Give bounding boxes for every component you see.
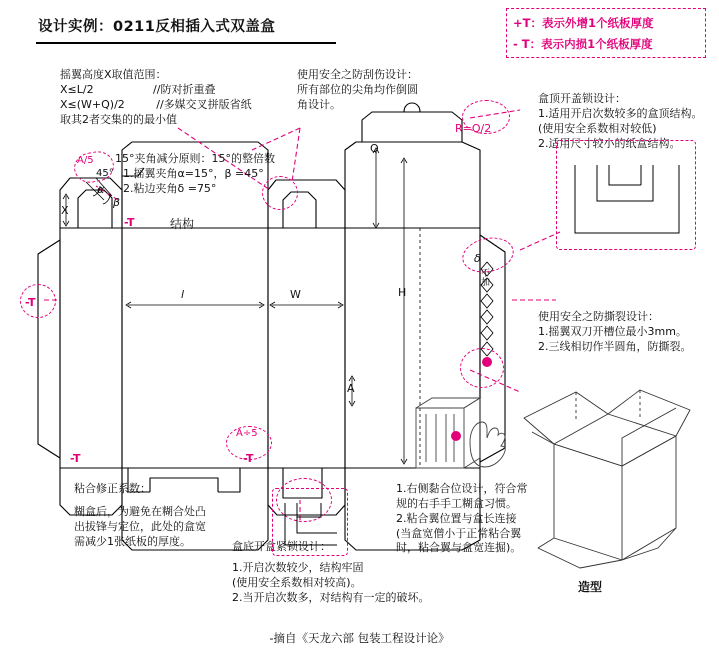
dim-label-h: H bbox=[398, 286, 407, 299]
legend-line-plus-t: +T：表示外增1个纸板厚度 bbox=[513, 16, 654, 30]
note-safe-cut bbox=[297, 68, 418, 113]
note-angle-rule bbox=[115, 152, 275, 197]
note-angle-rule-l2: 1.摇翼夹角α=15°，β =45° bbox=[123, 166, 264, 180]
highlight-perforation bbox=[460, 348, 504, 388]
note-safe-cut-l2: 所有部位的尖角均作倒圆 bbox=[297, 82, 418, 96]
note-top-lock-l4: 2.适用尺寸较小的纸盒结构。 bbox=[538, 136, 681, 150]
label-minus-t-mid: -T bbox=[243, 452, 254, 465]
label-45-deg: 45° bbox=[96, 168, 114, 179]
note-safe-cut-l1: 使用安全之防刮伤设计： bbox=[297, 68, 418, 81]
highlight-top-notch bbox=[262, 176, 298, 210]
note-top-lock-l1: 盒顶开盖锁设计： bbox=[538, 92, 626, 105]
detail-bottom-lock-panel bbox=[272, 488, 348, 556]
note-bottom-lock-l1: 1.开启次数较少，结构牢固 bbox=[232, 560, 364, 574]
note-angle-rule-l1: 15°夹角减分原则：15°的整倍数 bbox=[115, 152, 275, 165]
highlight-a-over-5 bbox=[226, 426, 272, 460]
note-height-range bbox=[60, 68, 252, 127]
note-top-lock-l3: (使用安全系数相对较低) bbox=[538, 121, 657, 135]
note-angle-rule-l3: 2.粘边夹角δ =75° bbox=[123, 181, 217, 195]
title-underline bbox=[36, 42, 336, 44]
label-a-over-5-top: A/5 bbox=[77, 155, 94, 166]
dim-label-q: Q bbox=[370, 142, 379, 155]
highlight-minus-t-left bbox=[20, 284, 56, 318]
note-glue-correction-l3: 需减少1张纸板的厚度。 bbox=[74, 534, 191, 548]
note-right-glue-l3: 2.粘合翼位置与盒长连接 bbox=[396, 511, 517, 525]
dim-label-x: X bbox=[61, 204, 69, 217]
note-anti-tear-l1: 使用安全之防撕裂设计： bbox=[538, 310, 659, 323]
legend-box bbox=[506, 8, 706, 58]
box-3d-model bbox=[518, 388, 698, 574]
note-bottom-lock-heading: 盒底开盒紧锁设计： bbox=[232, 540, 331, 553]
label-beta: β bbox=[113, 196, 121, 209]
label-model: 造型 bbox=[578, 580, 603, 594]
dim-label-a: A bbox=[347, 382, 355, 395]
note-bottom-lock-l3: 2.当开启次数多，对结构有一定的破坏。 bbox=[232, 590, 430, 604]
label-minus-t-left: -T bbox=[124, 216, 135, 229]
note-right-glue-l1: 1.右侧黏合位设计，符合常 bbox=[396, 482, 528, 495]
note-right-glue bbox=[396, 482, 528, 556]
note-anti-tear-l2: 1.摇翼双刀开槽位最小3mm。 bbox=[538, 324, 687, 338]
highlight-top-lid-lock bbox=[462, 100, 510, 134]
label-alpha: α bbox=[97, 183, 105, 196]
dim-label-w: W bbox=[290, 288, 301, 301]
note-right-glue-l4: (当盒宽僧小于正常粘合翼 bbox=[396, 526, 522, 540]
label-radius: R=Q/2 bbox=[455, 122, 492, 135]
note-right-glue-l5: 时，粘合翼与盒宽连掘)。 bbox=[396, 541, 522, 555]
label-minus-t-low: -T bbox=[70, 452, 81, 465]
note-height-range-l2: X≤(W+Q)/2 //多媒交叉拼版省纸 bbox=[60, 97, 252, 111]
label-structure: 结构 bbox=[170, 217, 195, 231]
note-safe-cut-l3: 角设计。 bbox=[297, 97, 341, 111]
detail-bottom-lock-drawing bbox=[273, 489, 349, 557]
note-height-range-l3: 取其2者交集的的最小值 bbox=[60, 112, 177, 126]
page-title: 设计实例：0211反相插入式双盖盒 bbox=[38, 19, 276, 35]
glue-hand-illustration bbox=[408, 390, 518, 482]
note-height-range-heading: 摇翼高度X取值范围： bbox=[60, 68, 167, 81]
note-glue-correction-heading: 粘合修正系数： bbox=[74, 482, 151, 495]
label-minus-t-far: -T bbox=[25, 296, 36, 309]
note-right-glue-l2: 规的右手手工糊盒习惯。 bbox=[396, 496, 517, 510]
note-bottom-lock-l2: (使用安全系数相对较高)。 bbox=[232, 575, 362, 589]
note-anti-tear bbox=[538, 310, 692, 355]
footer-citation: -摘自《天龙六部 包装工程设计论》 bbox=[269, 631, 450, 645]
label-delta: δ bbox=[474, 252, 481, 265]
legend-line-minus-t: - T：表示内损1个纸板厚度 bbox=[513, 36, 653, 51]
note-glue-correction-l1: 糊盒后，为避免在糊合处凸 bbox=[74, 504, 206, 518]
detail-top-lock-panel bbox=[556, 140, 696, 250]
note-glue-correction bbox=[74, 482, 206, 549]
detail-top-lock-drawing bbox=[557, 141, 697, 251]
note-glue-correction-l2: 出拔锋与定位，此处的盒宽 bbox=[74, 519, 206, 533]
label-bujiao: 不加 bbox=[479, 268, 489, 286]
label-a-over-5-bottom: A÷5 bbox=[236, 428, 258, 439]
note-anti-tear-l3: 2.三线相切作半圆角，防撕裂。 bbox=[538, 339, 692, 353]
note-height-range-l1: X≤L/2 //防对折重叠 bbox=[60, 82, 216, 96]
dim-label-l: l bbox=[181, 288, 185, 301]
note-top-lock-l2: 1.适用开启次数较多的盒顶结构。 bbox=[538, 106, 703, 120]
